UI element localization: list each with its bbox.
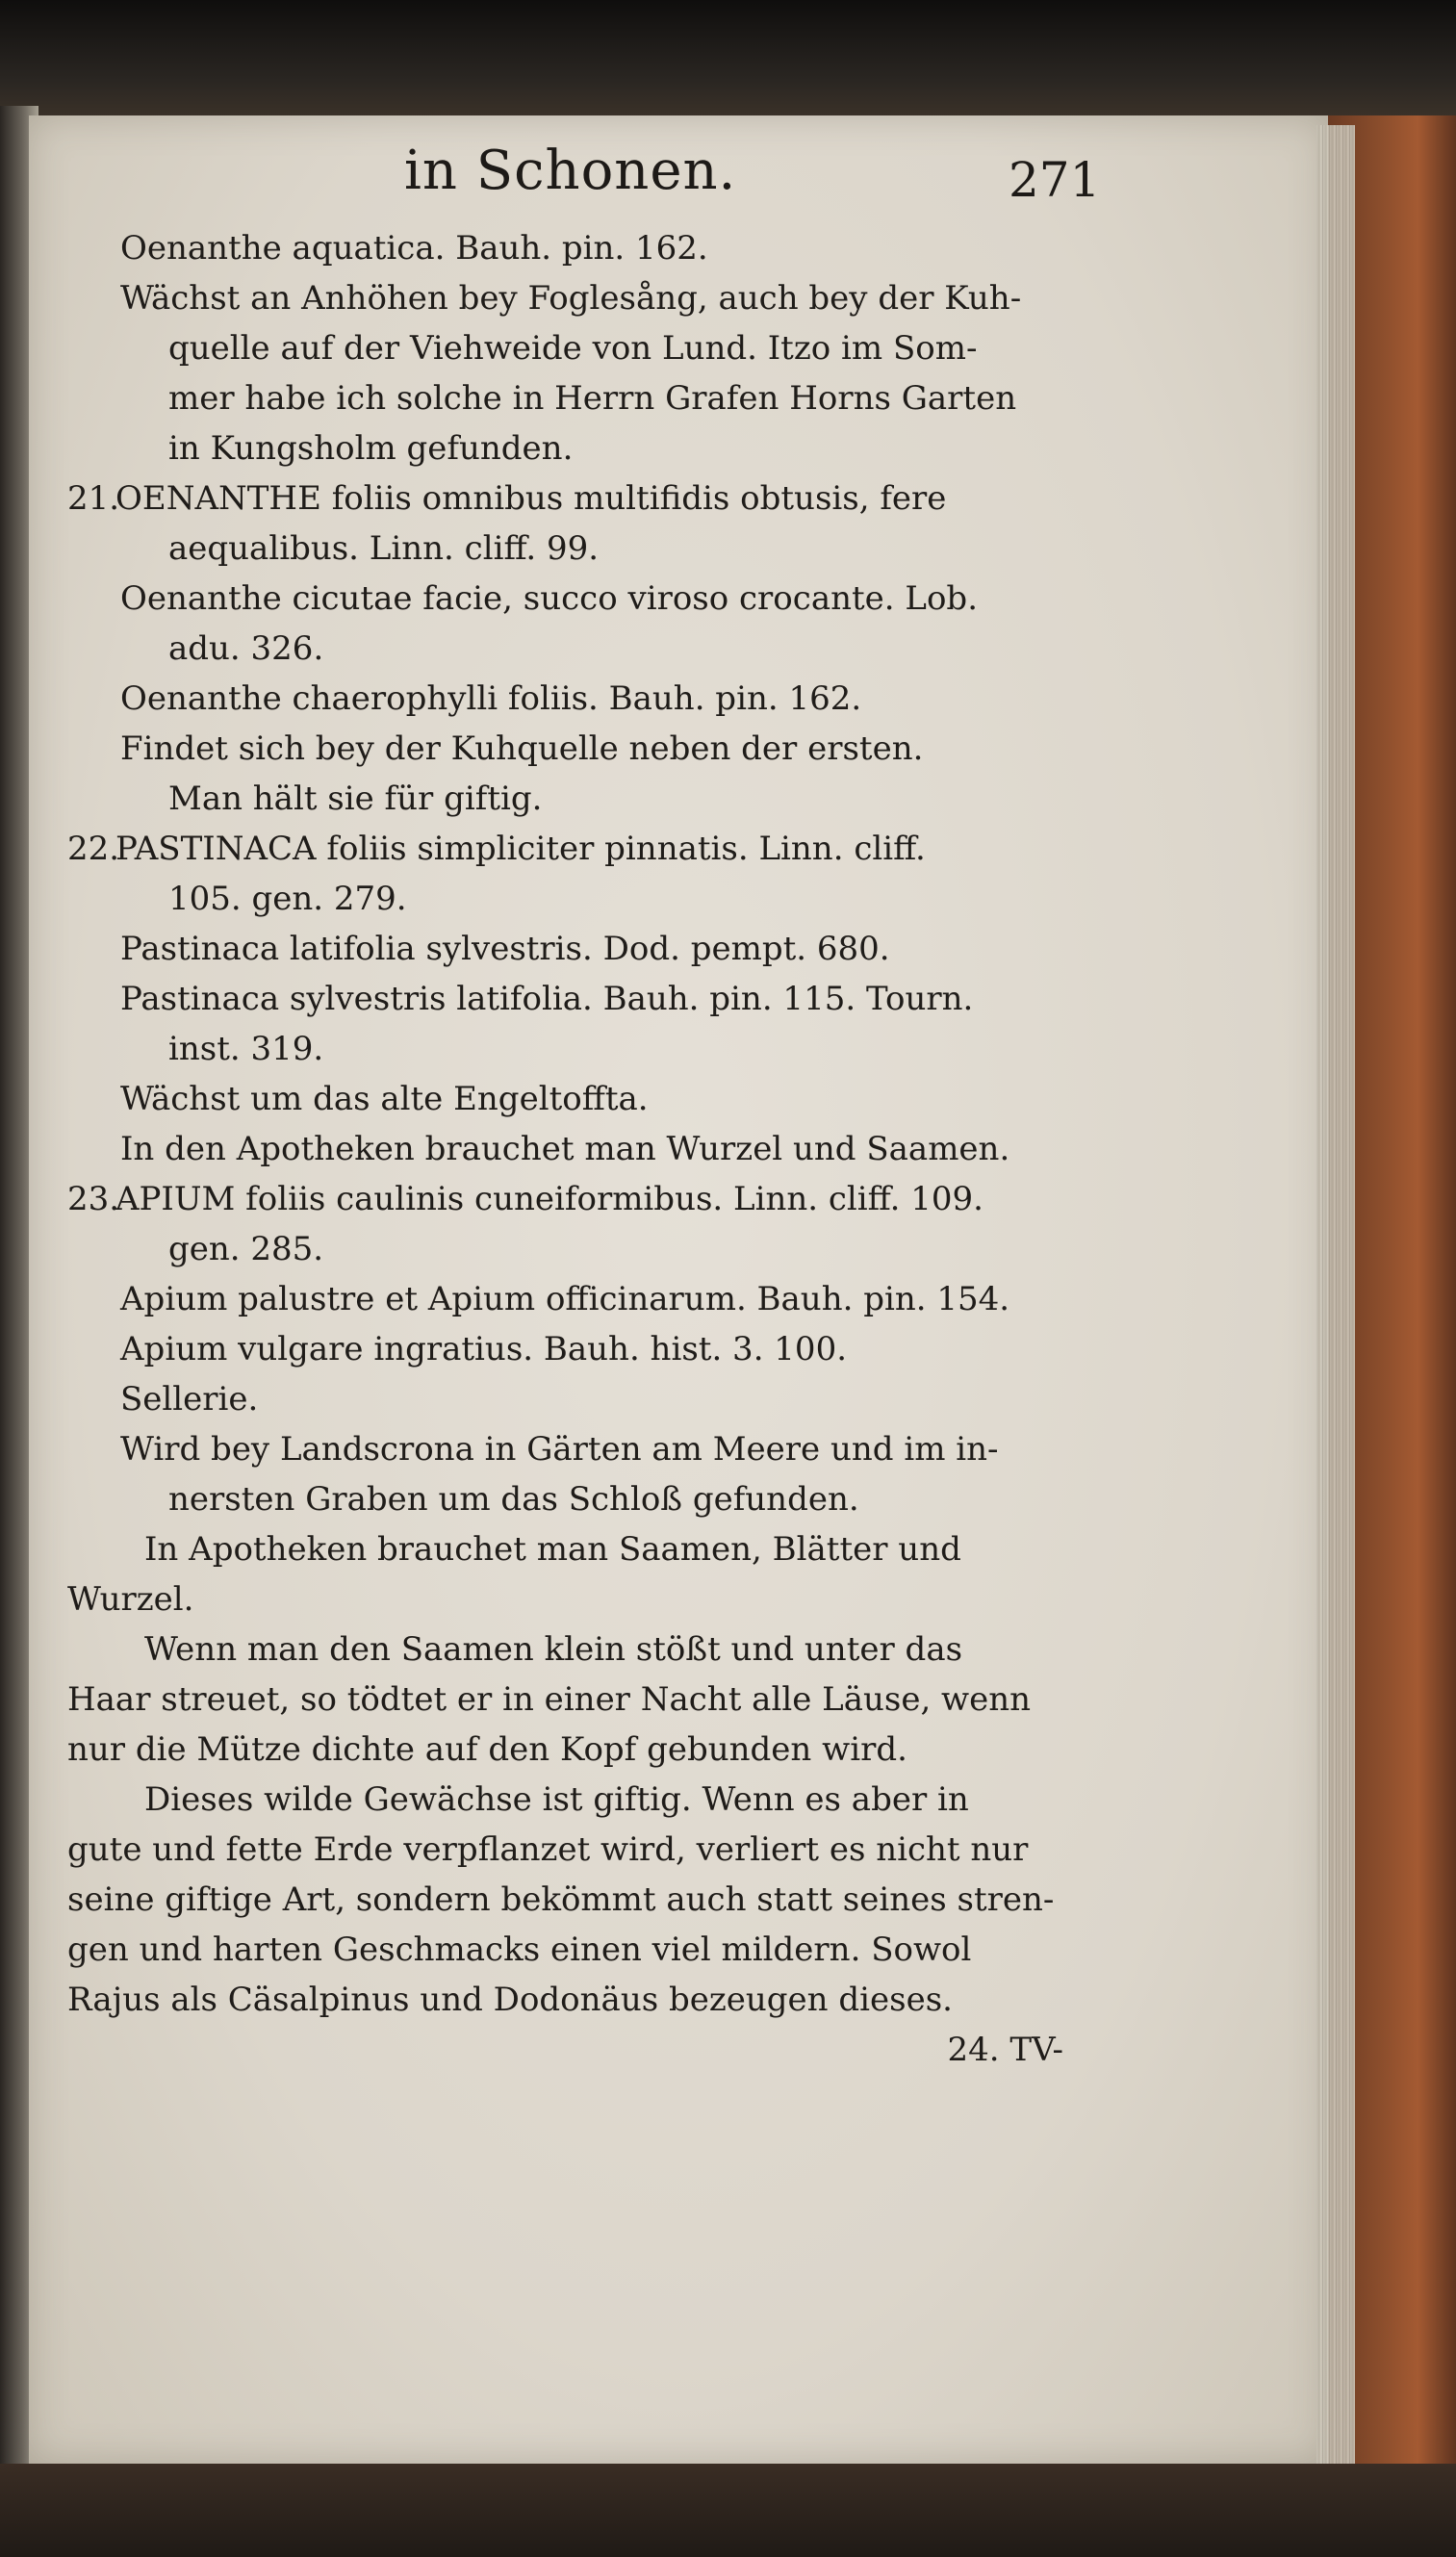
species-entry [67, 473, 1078, 574]
text-line: Wächst an Anhöhen bey Foglesång, auch bey der Kuh- [120, 279, 1022, 318]
entry-number: 22. [67, 830, 120, 868]
text-line: nur die Mütze dichte auf den Kopf gebunden wird. [67, 1730, 907, 1769]
text-line: In den Apotheken brauchet man Wurzel und Saamen. [120, 1130, 1010, 1168]
text-line: Pastinaca latifolia sylvestris. Dod. pempt. 680. [120, 930, 890, 968]
book-bottom-edge [0, 2464, 1456, 2557]
synonym-entry [67, 1074, 1078, 1124]
text-line: Rajus als Cäsalpinus und Dodonäus bezeugen dieses. [67, 1981, 953, 2019]
entry-number: 23. [67, 1180, 120, 1218]
text-line [67, 1174, 1078, 1224]
entry-text: OENANTHE foliis omnibus multifidis obtusis, fere [115, 479, 947, 518]
text-line: Haar streuet, so tödtet er in einer Nacht alle Läuse, wenn [67, 1680, 1032, 1719]
page-number: 271 [1009, 152, 1101, 208]
text-line: Wenn man den Saamen klein stößt und unter das [144, 1630, 963, 1669]
running-head-title: in Schonen. [404, 140, 737, 202]
text-line: nersten Graben um das Schloß gefunden. [168, 1480, 859, 1519]
synonym-entry [67, 1124, 1078, 1174]
paragraph [67, 1775, 1078, 2025]
text-line: adu. 326. [168, 629, 324, 668]
text-line: In Apotheken brauchet man Saamen, Blätter und [144, 1530, 961, 1569]
entry-text: PASTINACA foliis simpliciter pinnatis. Linn. cliff. [115, 830, 926, 868]
synonym-entry [67, 974, 1078, 1074]
synonym-entry [67, 1274, 1078, 1324]
text-line: Oenanthe chaerophylli foliis. Bauh. pin. 162. [120, 679, 862, 718]
text-line: Oenanthe aquatica. Bauh. pin. 162. [120, 229, 708, 268]
text-line: aequalibus. Linn. cliff. 99. [168, 529, 600, 568]
paragraph [67, 1624, 1078, 1775]
text-line: gen und harten Geschmacks einen viel mildern. Sowol [67, 1931, 972, 1969]
synonym-entry [67, 223, 1078, 273]
text-line: quelle auf der Viehweide von Lund. Itzo im Som- [168, 329, 978, 368]
text-line [67, 824, 1078, 874]
text-line: Pastinaca sylvestris latifolia. Bauh. pin. 115. Tourn. [120, 980, 974, 1018]
page-text [67, 223, 1078, 2075]
synonym-entry [67, 724, 1078, 824]
synonym-entry [67, 674, 1078, 724]
text-line: gute und fette Erde verpflanzet wird, verliert es nicht nur [67, 1830, 1029, 1869]
text-line: mer habe ich solche in Herrn Grafen Horns Garten [168, 379, 1017, 418]
species-entry [67, 824, 1078, 924]
entry-number: 21. [67, 479, 120, 518]
synonym-entry [67, 924, 1078, 974]
text-line: gen. 285. [168, 1230, 324, 1268]
synonym-entry [67, 574, 1078, 674]
entry-text: APIUM foliis caulinis cuneiformibus. Linn. cliff. 109. [115, 1180, 983, 1218]
book-cover-top [0, 0, 1456, 115]
text-line: in Kungsholm gefunden. [168, 429, 574, 468]
text-line: Sellerie. [120, 1380, 259, 1419]
text-line: Findet sich bey der Kuhquelle neben der ersten. [120, 729, 924, 768]
text-line: Wird bey Landscrona in Gärten am Meere und im in- [120, 1430, 999, 1469]
synonym-entry [67, 1374, 1078, 1424]
text-line: 105. gen. 279. [168, 880, 407, 918]
text-line: inst. 319. [168, 1030, 324, 1068]
text-line: seine giftige Art, sondern bekömmt auch statt seines stren- [67, 1880, 1055, 1919]
text-line: Man hält sie für giftig. [168, 780, 543, 818]
text-line: Dieses wilde Gewächse ist giftig. Wenn es aber in [144, 1780, 969, 1819]
text-line [67, 473, 1078, 524]
page-edges [1316, 125, 1355, 2473]
text-line: Oenanthe cicutae facie, succo viroso crocante. Lob. [120, 579, 979, 618]
synonym-entry [67, 273, 1078, 473]
paragraph [67, 1524, 1078, 1624]
synonym-entry [67, 1324, 1078, 1374]
synonym-entry [67, 1424, 1078, 1524]
catchword: 24. TV- [947, 2031, 1063, 2069]
text-line: Wurzel. [67, 1580, 194, 1619]
text-line: Wächst um das alte Engeltoffta. [120, 1080, 649, 1118]
text-line: Apium palustre et Apium officinarum. Bauh. pin. 154. [120, 1280, 1010, 1318]
species-entry [67, 1174, 1078, 1274]
text-line: Apium vulgare ingratius. Bauh. hist. 3. 100. [120, 1330, 848, 1368]
